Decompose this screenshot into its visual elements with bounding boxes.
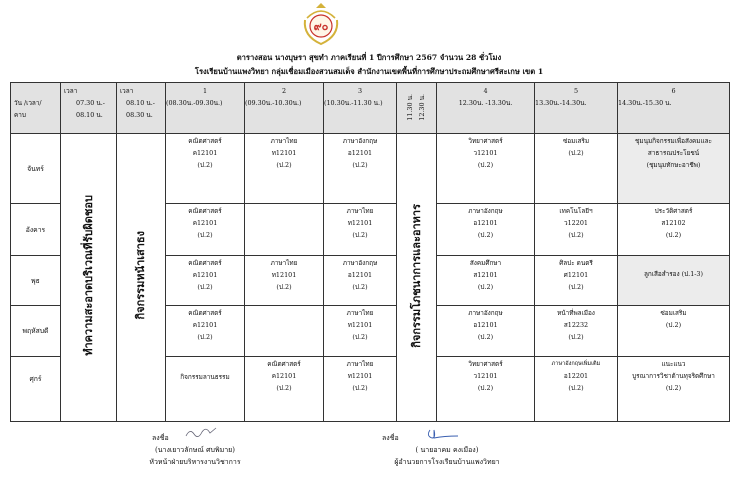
thu-period-2 bbox=[245, 306, 324, 357]
tue-period-1: คณิตศาสตร์ ค12101 (ป.2) bbox=[166, 204, 245, 256]
cleaning-activity: ทำความสะอาดบริเวณที่รับผิดชอบ bbox=[61, 134, 117, 422]
fri-period-5: ภาษาอังกฤษเพิ่มเติม อ12201 (ป.2) bbox=[535, 357, 618, 422]
thu-period-6: ซ่อมเสริม (ป.2) bbox=[618, 306, 730, 357]
tue-period-4: ภาษาอังกฤษ อ12101 (ป.2) bbox=[437, 204, 535, 256]
signature-scribble-right bbox=[424, 426, 460, 442]
tue-period-5: เทคโนโลยีฯ ว12201 (ป.2) bbox=[535, 204, 618, 256]
tue-period-6: ประวัติศาสตร์ ส12102 (ป.2) bbox=[618, 204, 730, 256]
wed-period-1: คณิตศาสตร์ ค12101 (ป.2) bbox=[166, 256, 245, 306]
logo-text: ๙๐ bbox=[313, 20, 329, 33]
page-title: ตารางสอน นางบุษรา สุขทำ ภาคเรียนที่ 1 ปีการศึกษา 2567 จำนวน 28 ชั่วโมง bbox=[236, 53, 502, 62]
page-subtitle: โรงเรียนบ้านแพงวิทยา กลุ่มเชื่อมเมืองสวนสมเด็จ สำนักงานเขตพื้นที่การศึกษาประถมศึกษาศรีสะเกษ เขต 1 bbox=[194, 67, 544, 76]
day-wednesday: พุธ bbox=[11, 256, 61, 306]
header-period-1: 1 (08.30น.-09.30น.) bbox=[166, 83, 245, 134]
signature-scribble-left bbox=[184, 424, 218, 440]
mon-period-3: ภาษาอังกฤษ อ12101 (ป.2) bbox=[324, 134, 397, 204]
thu-period-4: ภาษาอังกฤษ อ12101 (ป.2) bbox=[437, 306, 535, 357]
wed-period-6: ลูกเสือสำรอง (ป.1-3) bbox=[618, 256, 730, 306]
header-period-6: 6 14.30น.-15.30 น. bbox=[618, 83, 730, 134]
thu-period-5: หน้าที่พลเมือง ส12232 (ป.2) bbox=[535, 306, 618, 357]
thu-period-3: ภาษาไทย ท12101 (ป.2) bbox=[324, 306, 397, 357]
day-thursday: พฤหัสบดี bbox=[11, 306, 61, 357]
fri-period-6: แนะแนว บูรณาการวิชาต้านทุจริตศึกษา (ป.2) bbox=[618, 357, 730, 422]
wed-period-4: สังคมศึกษา ส12101 (ป.2) bbox=[437, 256, 535, 306]
school-emblem-icon bbox=[299, 2, 343, 46]
header-period-5: 5 13.30น.-14.30น. bbox=[535, 83, 618, 134]
mon-period-1: คณิตศาสตร์ ค12101 (ป.2) bbox=[166, 134, 245, 204]
fri-period-3: ภาษาไทย ท12101 (ป.2) bbox=[324, 357, 397, 422]
header-period-2: 2 (09.30น.-10.30น.) bbox=[245, 83, 324, 134]
header-lunch: 11.30 น. 12.30 น. bbox=[397, 83, 437, 134]
wed-period-3: ภาษาอังกฤษ อ12101 (ป.2) bbox=[324, 256, 397, 306]
header-early-time: เวลา 07.30 น.- 08.10 น. bbox=[61, 83, 117, 134]
lunch-activity: กิจกรรมโภชนาการและอาหาร bbox=[397, 134, 437, 422]
mon-period-2: ภาษาไทย ท12101 (ป.2) bbox=[245, 134, 324, 204]
header-row bbox=[11, 83, 730, 134]
flag-activity: กิจกรรมหน้าเสาธง bbox=[117, 134, 166, 422]
signature-academic-head: ลงชื่อ (นางเยาวลักษณ์ ศบพิมาย) หัวหน้าฝ่ายบริหารงานวิชาการ bbox=[149, 434, 241, 466]
header-period-4: 4 12.30น. -13.30น. bbox=[437, 83, 535, 134]
row-monday bbox=[11, 134, 730, 204]
day-friday: ศุกร์ bbox=[11, 357, 61, 422]
header-flag-time: เวลา 08.10 น.- 08.30 น. bbox=[117, 83, 166, 134]
mon-period-6: ชุมนุมกิจกรรมเพื่อสังคมและ สาธารณประโยชน์ (ชุมนุมทักษะอาชีพ) bbox=[618, 134, 730, 204]
timetable bbox=[10, 82, 730, 422]
signature-director: ลงชื่อ ( นายอาคม คงเมือง) ผู้อำนวยการโรงเรียนบ้านแพงวิทยา bbox=[382, 434, 500, 466]
wed-period-2: ภาษาไทย ท12101 (ป.2) bbox=[245, 256, 324, 306]
tue-period-2 bbox=[245, 204, 324, 256]
thu-period-1: คณิตศาสตร์ ค12101 (ป.2) bbox=[166, 306, 245, 357]
day-monday: จันทร์ bbox=[11, 134, 61, 204]
corner-header: วัน /เวลา/ คาบ bbox=[11, 83, 61, 134]
day-tuesday: อังคาร bbox=[11, 204, 61, 256]
header-period-3: 3 (10.30น.-11.30 น.) bbox=[324, 83, 397, 134]
mon-period-4: วิทยาศาสตร์ ว12101 (ป.2) bbox=[437, 134, 535, 204]
tue-period-3: ภาษาไทย ท12101 (ป.2) bbox=[324, 204, 397, 256]
fri-period-4: วิทยาศาสตร์ ว12101 (ป.2) bbox=[437, 357, 535, 422]
wed-period-5: ศิลปะ ดนตรี ศ12101 (ป.2) bbox=[535, 256, 618, 306]
fri-period-1: กิจกรรมลานธรรม bbox=[166, 357, 245, 422]
fri-period-2: คณิตศาสตร์ ค12101 (ป.2) bbox=[245, 357, 324, 422]
mon-period-5: ซ่อมเสริม (ป.2) bbox=[535, 134, 618, 204]
